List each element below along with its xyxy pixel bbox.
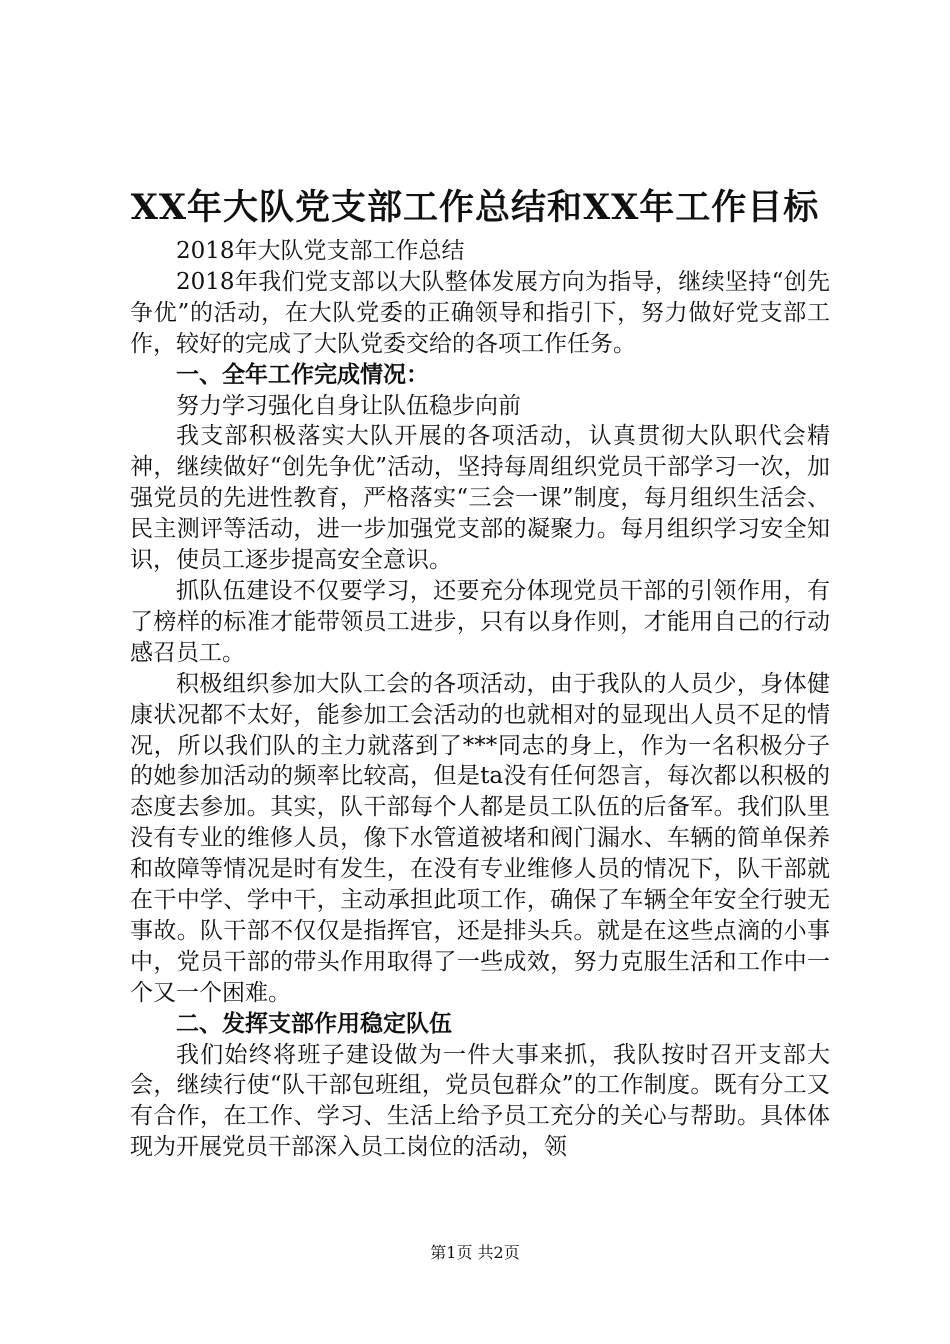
paragraph: 2018年我们党支部以大队整体发展方向为指导，继续坚持“创先争优”的活动，在大队党委的正确领导和指引下，努力做好党支部工作，较好的完成了大队党委交给的各项工作任务。: [130, 268, 830, 357]
document-title: XX年大队党支部工作总结和XX年工作目标: [130, 187, 820, 228]
document-body: [130, 236, 830, 1163]
paragraph: 我支部积极落实大队开展的各项活动，认真贯彻大队职代会精神，继续做好“创先争优”活动，坚持每周组织党员干部学习一次，加强党员的先进性教育，严格落实“三会一课”制度，每月组织生活会、民主测评等活动，进一步加强党支部的凝聚力。每月组织学习安全知识，使员工逐步提高安全意识。: [130, 423, 830, 574]
section-heading: 二、发挥支部作用稳定队伍: [176, 1009, 452, 1037]
paragraph: 抓队伍建设不仅要学习，还要充分体现党员干部的引领作用，有了榜样的标准才能带领员工进步，只有以身作则，才能用自己的行动感召员工。: [130, 577, 830, 666]
page-footer: 第1页 共2页: [430, 1243, 520, 1262]
paragraph: 2018年大队党支部工作总结: [176, 238, 465, 264]
paragraph: 我们始终将班子建设做为一件大事来抓，我队按时召开支部大会，继续行使“队干部包班组，党员包群众”的工作制度。既有分工又有合作，在工作、学习、生活上给予员工充分的关心与帮助。具体体现为开展党员干部深入员工岗位的活动，领: [130, 1041, 830, 1161]
paragraph: 积极组织参加大队工会的各项活动，由于我队的人员少，身体健康状况都不太好，能参加工会活动的也就相对的显现出人员不足的情况，所以我们队的主力就落到了***同志的身上，作为一名积极分子的她参加活动的频率比较高，但是ta没有任何怨言，每次都以积极的态度去参加。其实，队干部每个人都是员工队伍的后备军。我们队里没有专业的维修人员，像下水管道被堵和阀门漏水、车辆的简单保养和故障等情况是时有发生，在没有专业维修人员的情况下，队干部就在干中学、学中干，主动承担此项工作，确保了车辆全年安全行驶无事故。队干部不仅仅是指挥官，还是排头兵。就是在这些点滴的小事中，党员干部的带头作用取得了一些成效，努力克服生活和工作中一个又一个困难。: [130, 670, 830, 1006]
section-heading: 一、全年工作完成情况：: [176, 360, 429, 388]
paragraph: 努力学习强化自身让队伍稳步向前: [176, 392, 521, 419]
